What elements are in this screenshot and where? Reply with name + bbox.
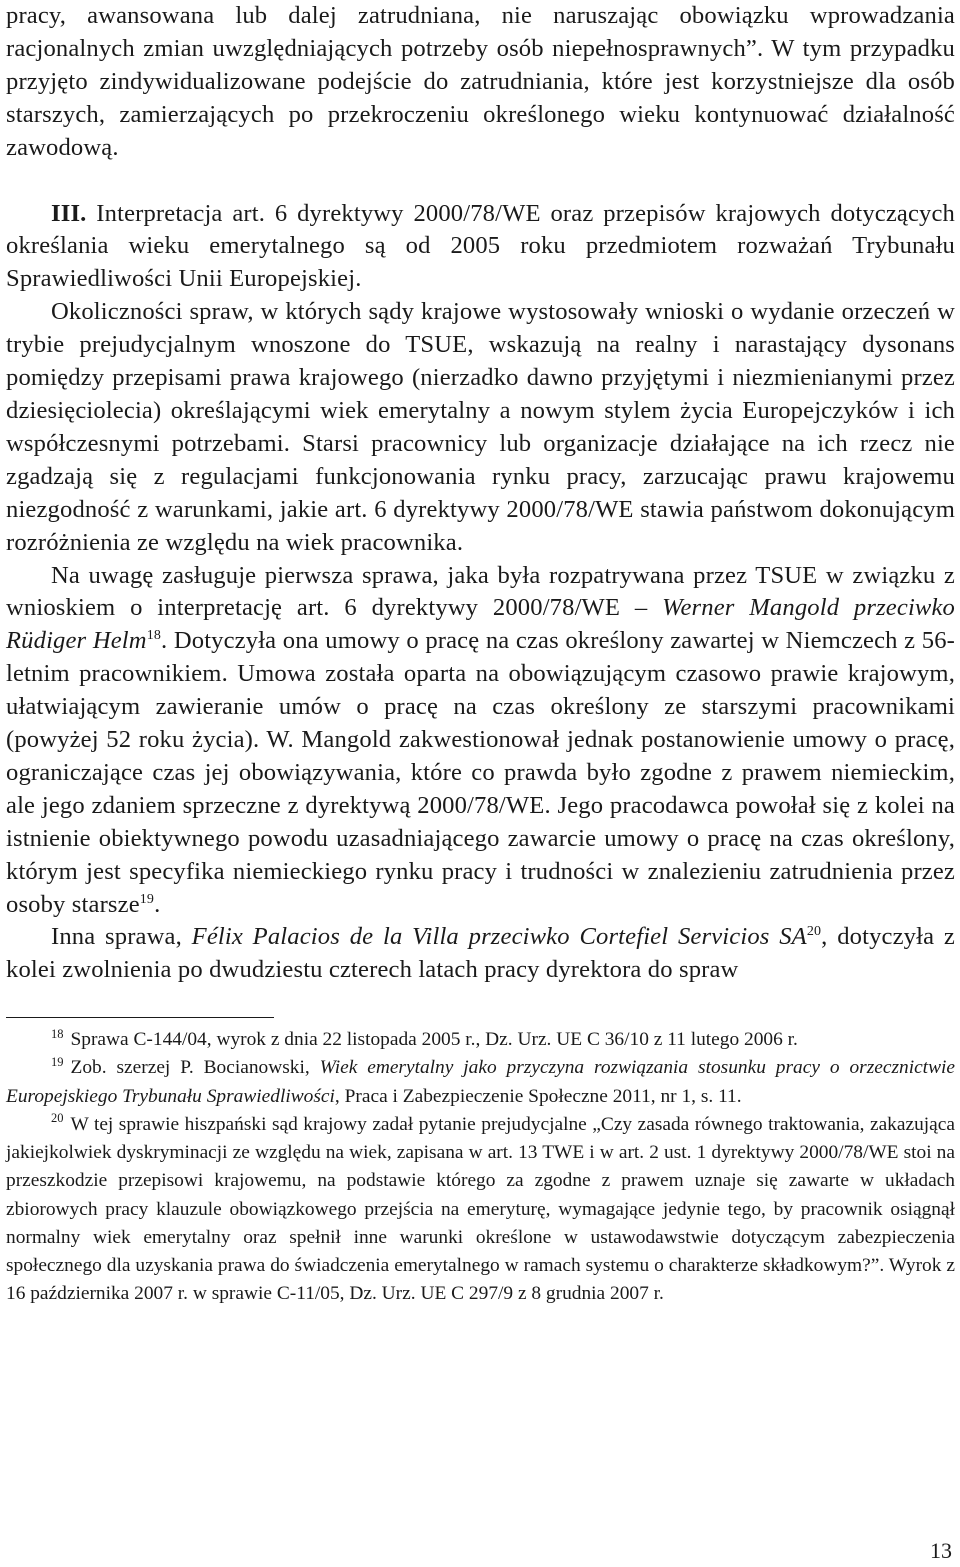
footnote-ref-18[interactable]: 18	[146, 628, 161, 644]
section-spacer	[6, 165, 955, 198]
mangold-text-c: .	[154, 890, 161, 918]
palacios-case-name: Félix Palacios de la Villa przeciwko Cortefiel Servicios SA	[191, 923, 807, 951]
footnote-text: , Praca i Zabezpieczenie Społeczne 2011, nr 1, s. 11.	[334, 1085, 742, 1107]
paragraph-continuation: pracy, awansowana lub dalej zatrudniana, nie naruszając obowiązku wprowadzania racjonalnych zmian uwzględniających potrzeby osób niepełnosprawnych”. W tym przypadku przyjęto zindywidualizowane podejście do zatrudniania, które jest korzystniejsze dla osób starszych, zamierzających po przekroczeniu określonego wieku kontynuować działalność zawodową.	[6, 2, 955, 161]
footnote-ref-20[interactable]: 20	[806, 924, 822, 940]
footnote-text: Sprawa C-144/04, wyrok z dnia 22 listopada 2005 r., Dz. Urz. UE C 36/10 z 11 lutego 2006 r.	[70, 1029, 798, 1051]
footnote-number: 19	[51, 1055, 64, 1070]
footnote-ref-19[interactable]: 19	[139, 891, 155, 907]
document-page	[6, 0, 955, 1308]
palacios-text-b: , dotyczyła z kolei zwolnienia po dwudziestu czterech latach pracy dyrektora do spraw	[6, 923, 955, 984]
footnote-18	[6, 1026, 955, 1054]
footnote-number: 20	[51, 1111, 64, 1126]
page-number: 13	[930, 1538, 952, 1563]
footnote-number: 18	[51, 1026, 64, 1041]
section-heading: III.	[51, 199, 87, 227]
mangold-case-name: Werner Mangold przeciwko Rüdiger Helm	[6, 594, 955, 655]
mangold-text-a: Na uwagę zasługuje pierwsza sprawa, jaka była rozpatrywana przez TSUE w związku z wnioskiem o interpretację art. 6 dyrektywy 2000/78/WE –	[6, 561, 955, 622]
main-text	[6, 0, 955, 987]
palacios-text-a: Inna sprawa,	[51, 923, 192, 951]
footnote-text: Zob. szerzej P. Bocianowski,	[70, 1057, 320, 1079]
section-intro-text: Interpretacja art. 6 dyrektywy 2000/78/WE oraz przepisów krajowych dotyczących określania wieku emerytalnego są od 2005 roku przedmiotem rozważań Trybunału Sprawiedliwości Unii Europejskiej.	[6, 199, 955, 293]
paragraph-circumstances: Okoliczności spraw, w których sądy krajowe wystosowały wnioski o wydanie orzeczeń w trybie prejudycjalnym wnoszone do TSUE, wskazują na realny i narastający dysonans pomiędzy przepisami prawa krajowego (nierzadko dawno przyjętymi i niezmienianymi przez dziesięciolecia) określającymi wiek emerytalny a nowym stylem życia Europejczyków i ich współczesnymi potrzebami. Starsi pracownicy lub organizacje działające na ich rzecz nie zgadzają się z regulacjami funkcjonowania rynku pracy, zarzucając prawu krajowemu niezgodność z warunkami, jakie art. 6 dyrektywy 2000/78/WE stawia państwom dokonującym rozróżnienia ze względu na wiek pracownika.	[6, 298, 955, 556]
paragraph-section-intro	[6, 198, 955, 297]
footnote-19	[6, 1054, 955, 1110]
footnotes	[6, 1026, 955, 1308]
paragraph-palacios-case	[6, 921, 955, 987]
footnote-20	[6, 1111, 955, 1308]
footnote-text: W tej sprawie hiszpański sąd krajowy zadał pytanie prejudycjalne „Czy zasada równego traktowania, zakazująca jakiejkolwiek dyskryminacji ze względu na wiek, zapisana w art. 13 TWE i w art. 2 ust. 1 dyrektywy 2000/78/WE stoi na przeszkodzie przepisowi krajowemu, na podstawie którego za zgodne z prawem uznaje się zawarte w układach zbiorowych pracy klauzule obowiązkowego przejścia na emeryturę, wymagające jedynie tego, by pracownik osiągnął normalny wiek emerytalny oraz spełnił inne warunki określone w ustawodawstwie dotyczącym zabezpieczenia społecznego dla uzyskania prawa do świadczenia emerytalnego w ramach systemu o charakterze składkowym?”. Wyrok z 16 października 2007 r. w sprawie C-11/05, Dz. Urz. UE C 297/9 z 8 grudnia 2007 r.	[6, 1113, 955, 1305]
footnote-cited-title: Wiek emerytalny jako przyczyna rozwiązania stosunku pracy o orzecznictwie Europejskiego Trybunału Sprawiedliwości	[6, 1057, 956, 1107]
footnote-divider	[6, 1017, 274, 1018]
paragraph-mangold-case	[6, 560, 955, 922]
mangold-text-b: . Dotyczyła ona umowy o pracę na czas określony zawartej w Niemczech z 56-letnim pracownikiem. Umowa została oparta na obowiązującym czasowo prawie krajowym, ułatwiającym zawieranie umów o pracę na czas określony ze starszymi pracownikami (powyżej 52 roku życia). W. Mangold zakwestionował jednak postanowienie umowy o pracę, ograniczające czas jej obowiązywania, które co prawda było zgodne z prawem niemieckim, ale jego zdaniem sprzeczne z dyrektywą 2000/78/WE. Jego pracodawca powołał się z kolei na istnienie obiektywnego powodu uzasadniającego zawarcie umowy o pracę na czas określony, którym jest specyfika niemieckiego rynku pracy i trudności w znalezieniu zatrudnienia przez osoby starsze	[6, 627, 955, 918]
